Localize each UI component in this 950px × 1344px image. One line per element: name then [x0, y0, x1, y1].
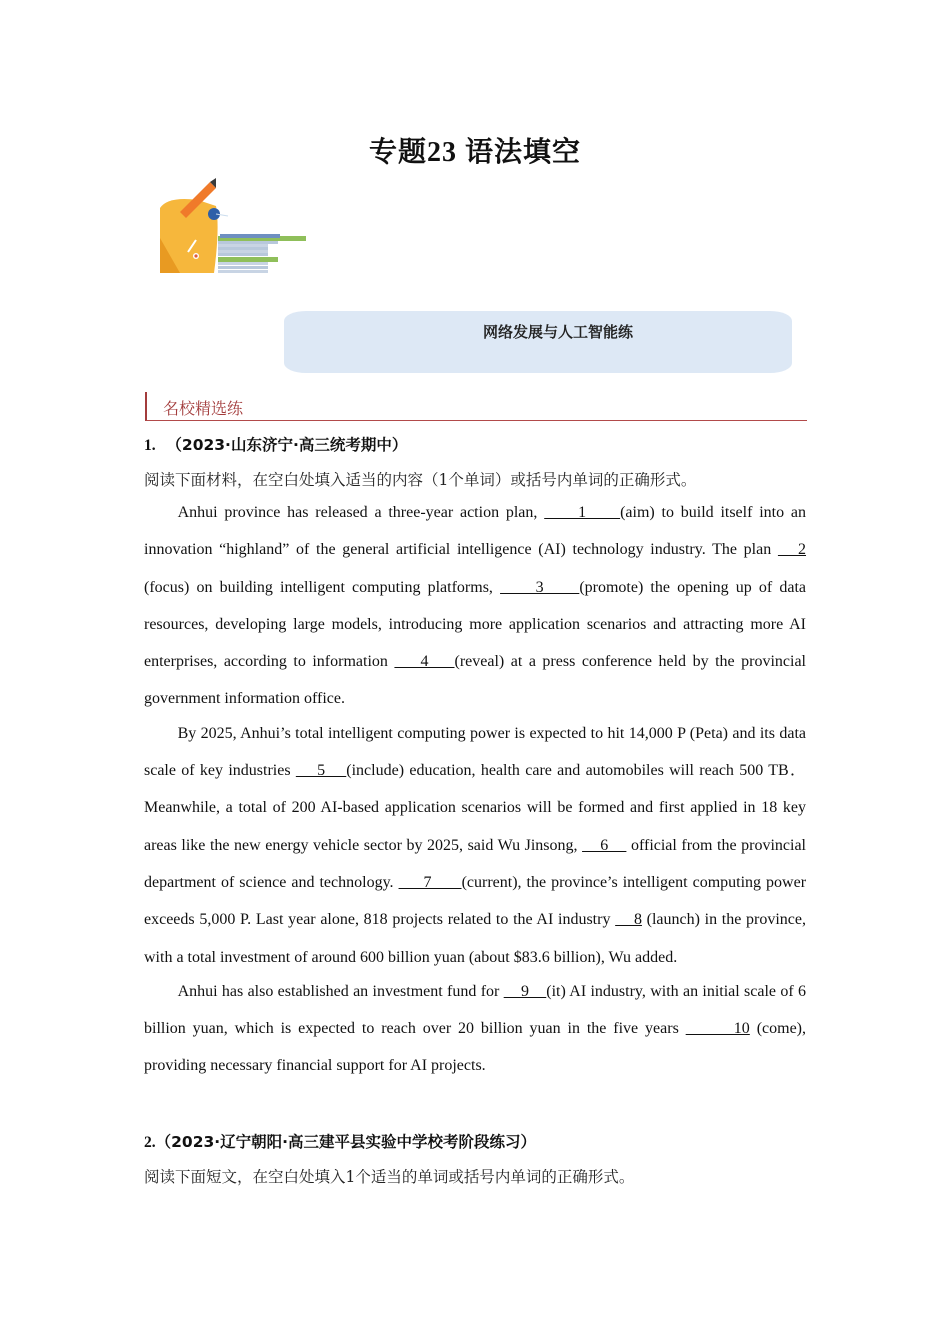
passage-text: (focus) on building intelligent computing platforms,: [144, 578, 501, 596]
question-1-passage: [144, 494, 806, 1085]
passage-text: (reveal) at a press conference held by the provincial government information office.: [144, 653, 806, 708]
question-1-source: （2023·山东济宁·高三统考期中）: [166, 436, 408, 454]
passage-text: (include) education, health care and automobiles will reach 500 TB．Meanwhile, a total of 200 AI-based application scenarios will be formed and first applied in 18 key areas like the new energy vehicle sector by 2025, said Wu Jinsong,: [144, 762, 806, 854]
topic-banner: [284, 311, 792, 373]
passage-text: By 2025, Anhui’s total intelligent computing power is expected to hit 14,000 P (Peta) and its data scale of key industries: [144, 724, 806, 780]
blank-6: 6: [582, 836, 627, 854]
blank-5: 5: [295, 762, 347, 780]
blank-8: 8: [615, 911, 642, 929]
question-1-instruction: 阅读下面材料，在空白处填入适当的内容（1个单词）或括号内单词的正确形式。: [144, 471, 697, 489]
page-title: 专题23 语法填空: [368, 137, 581, 168]
question-2-source: （2023·辽宁朝阳·高三建平县实验中学校考阶段练习）: [155, 1133, 537, 1151]
blank-3: 3: [500, 578, 580, 596]
section-label: 名校精选练: [163, 399, 244, 418]
passage-paragraph-2: [144, 715, 806, 976]
blank-2: 2: [777, 541, 807, 559]
blank-9: 9: [503, 982, 547, 1000]
passage-text: (come), providing necessary financial support for AI projects.: [144, 1020, 806, 1075]
passage-text: (aim) to build itself into an innovation “highland” of the general artificial intelligence (AI) technology industry. The plan: [144, 504, 807, 559]
question-2-instruction: 阅读下面短文，在空白处填入1个适当的单词或括号内单词的正确形式。: [144, 1168, 635, 1186]
question-1-header: [144, 433, 407, 455]
passage-text: Anhui province has released a three-year action plan,: [177, 504, 545, 521]
passage-text: official from the provincial department of science and technology.: [144, 836, 806, 891]
blank-4: 4: [394, 653, 455, 671]
passage-text: (it) AI industry, with an initial scale of 6 billion yuan, which is expected to reach over 20 billion yuan in the five years: [144, 982, 807, 1038]
question-2-number: 2.: [144, 1134, 156, 1151]
passage-text: (launch) in the province, with a total investment of around 600 billion yuan (about $83.6 billion), Wu added.: [144, 911, 807, 966]
pencil-books-illustration: [158, 178, 308, 273]
question-1-number: 1.: [144, 437, 156, 454]
passage-text: (promote) the opening up of data resources, developing large models, introducing more application scenarios and attracting more AI enterprises, according to information: [144, 578, 807, 671]
section-header: [145, 392, 807, 421]
banner-text: 网络发展与人工智能练: [482, 323, 633, 341]
passage-paragraph-3: [144, 973, 806, 1085]
question-2-header: [144, 1130, 536, 1152]
passage-text: (current), the province’s intelligent computing power exceeds 5,000 P. Last year alone, 818 projects related to the AI industry: [144, 873, 807, 929]
blank-10: 10: [685, 1020, 750, 1038]
blank-7: 7: [398, 873, 462, 891]
passage-text: Anhui has also established an investment fund for: [177, 982, 504, 1000]
passage-paragraph-1: [144, 494, 806, 718]
blank-1: 1: [544, 504, 621, 521]
